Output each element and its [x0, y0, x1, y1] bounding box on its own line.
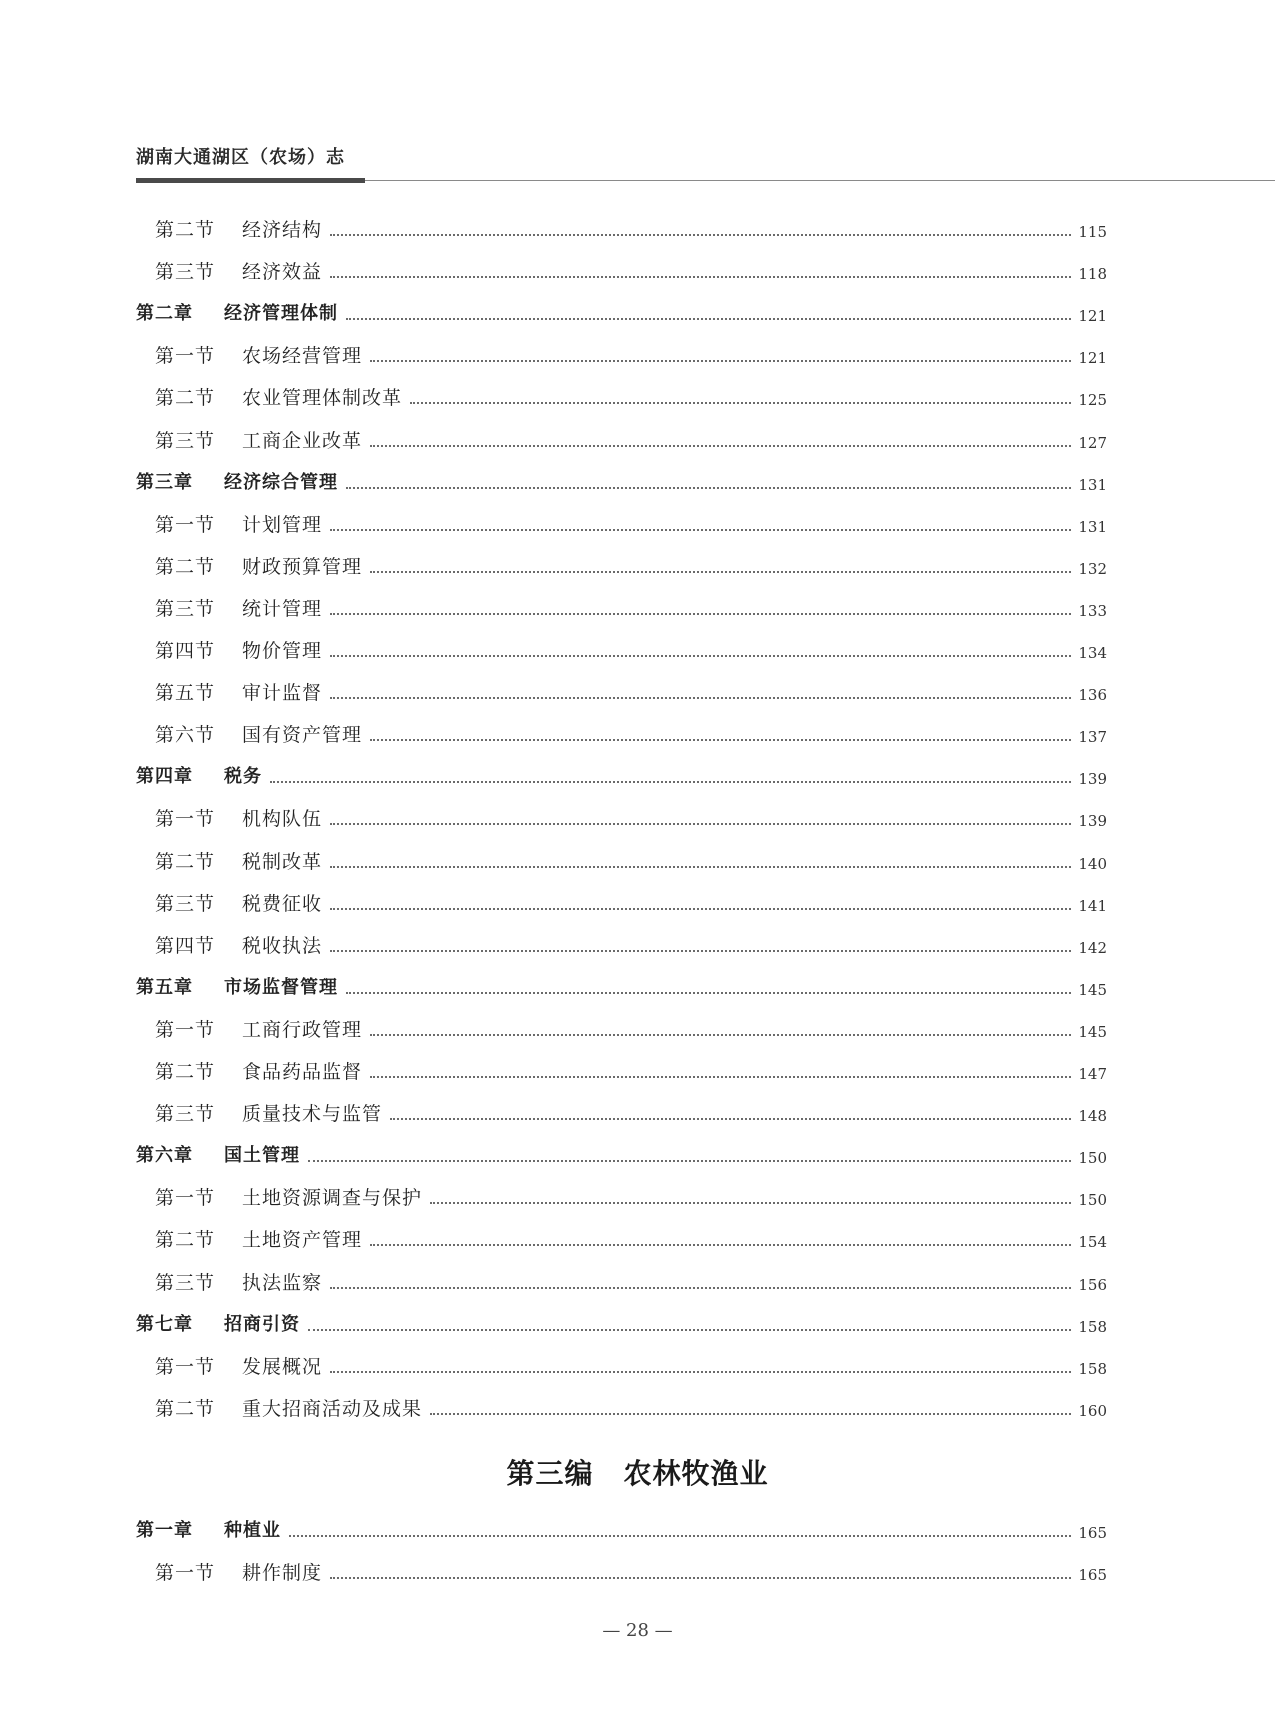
toc-section-title: 经济结构	[242, 215, 330, 245]
toc-section-number: 第二节	[155, 555, 216, 578]
toc-section-number: 第二节	[155, 1397, 216, 1420]
toc-page-number: 140	[1078, 854, 1107, 873]
toc-section-number: 第一节	[155, 1018, 216, 1041]
toc-dot-leader	[330, 1371, 1071, 1373]
part-heading-title: 农林牧渔业	[623, 1457, 769, 1490]
toc-section-title: 发展概况	[242, 1352, 330, 1382]
toc-dot-leader	[330, 908, 1071, 910]
toc-dot-leader	[390, 1118, 1071, 1120]
toc-page-number: 165	[1078, 1566, 1107, 1585]
toc-chapter-number: 第七章	[136, 1313, 193, 1335]
toc-section-number: 第一节	[155, 808, 216, 831]
toc-section-number: 第四节	[155, 640, 216, 662]
toc-dot-leader	[330, 823, 1071, 825]
toc-page-number: 133	[1078, 601, 1107, 620]
part-heading-number: 第三编	[506, 1457, 594, 1490]
toc-section-entry	[0, 1268, 1275, 1298]
toc-dot-leader	[330, 529, 1071, 531]
toc-section-entry	[0, 1183, 1275, 1213]
toc-section-number: 第三节	[155, 429, 216, 452]
toc-section-entry	[0, 1394, 1275, 1424]
toc-dot-leader	[308, 1329, 1071, 1331]
toc-section-number: 第二节	[155, 1061, 216, 1083]
toc-dot-leader	[289, 1535, 1071, 1537]
toc-page-number: 125	[1078, 391, 1107, 410]
toc-section-title: 工商企业改革	[242, 426, 370, 456]
toc-section-title: 国有资产管理	[242, 720, 370, 750]
toc-chapter-number: 第三章	[136, 471, 193, 493]
toc-section-title: 土地资源调查与保护	[242, 1183, 430, 1213]
toc-chapter-number: 第一章	[136, 1520, 193, 1541]
toc-section-title: 农场经营管理	[242, 341, 370, 371]
toc-page-number: 160	[1078, 1401, 1107, 1420]
toc-page-number: 118	[1078, 265, 1107, 284]
toc-section-entry	[0, 1099, 1275, 1129]
toc-chapter-number: 第二章	[136, 303, 193, 325]
toc-dot-leader	[330, 866, 1071, 868]
toc-section-title: 执法监察	[242, 1268, 330, 1298]
toc-section-entry	[0, 510, 1275, 540]
toc-section-number: 第一节	[155, 513, 216, 536]
toc-section-title: 税费征收	[242, 889, 330, 919]
toc-dot-leader	[410, 402, 1071, 404]
toc-page-number: 141	[1078, 896, 1107, 915]
toc-dot-leader	[346, 487, 1071, 489]
toc-page-number: 145	[1078, 1022, 1107, 1041]
toc-page-number: 139	[1078, 812, 1107, 831]
toc-dot-leader	[370, 1034, 1071, 1036]
toc-page-number: 150	[1078, 1191, 1107, 1210]
toc-dot-leader	[330, 1577, 1071, 1579]
toc-section-entry	[0, 257, 1275, 287]
toc-section-number: 第二节	[155, 850, 216, 873]
toc-page-number: 137	[1078, 728, 1107, 747]
toc-section-entry	[0, 341, 1275, 371]
toc-section-title: 物价管理	[242, 636, 330, 666]
toc-section-number: 第三节	[155, 1271, 216, 1294]
toc-dot-leader	[330, 1287, 1071, 1289]
toc-section-entry	[0, 678, 1275, 708]
toc-chapter-title: 税务	[224, 762, 270, 792]
toc-section-entry	[0, 889, 1275, 919]
toc-section-title: 耕作制度	[242, 1558, 330, 1588]
toc-dot-leader	[330, 950, 1071, 952]
header-rule-accent	[136, 178, 365, 183]
toc-chapter-title: 经济综合管理	[224, 468, 346, 498]
toc-section-entry	[0, 1558, 1275, 1588]
toc-dot-leader	[346, 992, 1071, 994]
toc-page-number: 121	[1078, 349, 1107, 368]
toc-chapter-number: 第五章	[136, 976, 193, 998]
toc-section-number: 第二节	[155, 219, 216, 241]
toc-chapter-entry	[0, 762, 1275, 792]
toc-dot-leader	[370, 571, 1071, 573]
toc-page-number: 115	[1078, 223, 1107, 241]
toc-section-title: 重大招商活动及成果	[242, 1394, 430, 1424]
toc-chapter-entry	[0, 1310, 1275, 1340]
toc-section-entry	[0, 636, 1275, 666]
toc-section-title: 统计管理	[242, 594, 330, 624]
toc-section-entry	[0, 1352, 1275, 1382]
toc-section-number: 第五节	[155, 682, 216, 705]
toc-dot-leader	[270, 781, 1071, 783]
toc-dot-leader	[330, 697, 1071, 699]
toc-page-number: 121	[1078, 307, 1107, 326]
toc-section-entry	[0, 720, 1275, 750]
toc-chapter-number: 第四章	[136, 766, 193, 788]
toc-section-number: 第三节	[155, 1103, 216, 1126]
toc-page-number: 127	[1078, 433, 1107, 452]
toc-section-title: 税收执法	[242, 931, 330, 961]
toc-page-number: 142	[1078, 938, 1107, 957]
toc-dot-leader	[370, 1244, 1071, 1246]
toc-section-number: 第六节	[155, 724, 216, 747]
toc-section-title: 财政预算管理	[242, 552, 370, 582]
toc-section-title: 计划管理	[242, 510, 330, 540]
toc-section-title: 机构队伍	[242, 804, 330, 834]
toc-chapter-entry	[0, 1516, 1275, 1546]
part-heading	[0, 1452, 1275, 1492]
toc-chapter-title: 国土管理	[224, 1141, 308, 1171]
toc-page-number: 145	[1078, 980, 1107, 999]
toc-dot-leader	[330, 655, 1071, 657]
toc-section-entry	[0, 426, 1275, 456]
toc-page-number: 154	[1078, 1233, 1107, 1252]
toc-page-number: 132	[1078, 559, 1107, 578]
toc-section-entry	[0, 215, 1275, 245]
toc-section-title: 审计监督	[242, 678, 330, 708]
page-number: — 28 —	[602, 1620, 673, 1641]
toc-section-number: 第一节	[155, 1355, 216, 1378]
toc-page-number: 156	[1078, 1275, 1107, 1294]
toc-chapter-number: 第六章	[136, 1145, 193, 1167]
toc-page-number: 134	[1078, 644, 1107, 662]
toc-page-number: 131	[1078, 475, 1107, 494]
toc-section-number: 第一节	[155, 345, 216, 368]
toc-dot-leader	[330, 276, 1071, 278]
toc-section-number: 第三节	[155, 892, 216, 915]
toc-section-number: 第一节	[155, 1187, 216, 1210]
toc-section-number: 第二节	[155, 387, 216, 410]
toc-section-title: 土地资产管理	[242, 1225, 370, 1255]
toc-chapter-title: 经济管理体制	[224, 299, 346, 329]
toc-chapter-entry	[0, 468, 1275, 498]
toc-section-title: 食品药品监督	[242, 1057, 370, 1087]
toc-section-number: 第一节	[155, 1562, 216, 1585]
toc-section-title: 工商行政管理	[242, 1015, 370, 1045]
toc-section-entry	[0, 1057, 1275, 1087]
toc-page-number: 165	[1078, 1524, 1107, 1542]
toc-dot-leader	[430, 1413, 1071, 1415]
toc-dot-leader	[370, 445, 1071, 447]
toc-dot-leader	[370, 360, 1071, 362]
toc-section-title: 经济效益	[242, 257, 330, 287]
toc-page-number: 158	[1078, 1317, 1107, 1336]
toc-section-entry	[0, 383, 1275, 413]
toc-chapter-title: 种植业	[224, 1516, 289, 1546]
toc-section-number: 第三节	[155, 597, 216, 620]
toc-page-number: 158	[1078, 1359, 1107, 1378]
toc-chapter-entry	[0, 1141, 1275, 1171]
toc-dot-leader	[330, 613, 1071, 615]
toc-section-title: 税制改革	[242, 847, 330, 877]
toc-section-entry	[0, 1015, 1275, 1045]
toc-section-title: 质量技术与监管	[242, 1099, 390, 1129]
running-header-title: 湖南大通湖区（农场）志	[136, 147, 345, 168]
toc-dot-leader	[308, 1160, 1071, 1162]
toc-dot-leader	[346, 318, 1071, 320]
toc-page-number: 139	[1078, 770, 1107, 789]
toc-section-number: 第四节	[155, 934, 216, 957]
toc-page-number: 148	[1078, 1107, 1107, 1126]
toc-chapter-title: 市场监督管理	[224, 973, 346, 1003]
toc-section-number: 第三节	[155, 261, 216, 284]
toc-chapter-entry	[0, 973, 1275, 1003]
toc-chapter-entry	[0, 299, 1275, 329]
toc-page-number: 147	[1078, 1065, 1107, 1083]
toc-section-number: 第二节	[155, 1229, 216, 1252]
toc-section-entry	[0, 552, 1275, 582]
toc-dot-leader	[370, 1076, 1071, 1078]
toc-dot-leader	[370, 739, 1071, 741]
toc-page-number: 131	[1078, 517, 1107, 536]
toc-dot-leader	[330, 234, 1071, 236]
toc-page-number: 136	[1078, 686, 1107, 705]
toc-section-entry	[0, 931, 1275, 961]
toc-chapter-title: 招商引资	[224, 1310, 308, 1340]
toc-page-number: 150	[1078, 1149, 1107, 1168]
toc-section-entry	[0, 847, 1275, 877]
toc-dot-leader	[430, 1202, 1071, 1204]
toc-section-entry	[0, 594, 1275, 624]
toc-section-title: 农业管理体制改革	[242, 383, 410, 413]
toc-section-entry	[0, 804, 1275, 834]
toc-section-entry	[0, 1225, 1275, 1255]
